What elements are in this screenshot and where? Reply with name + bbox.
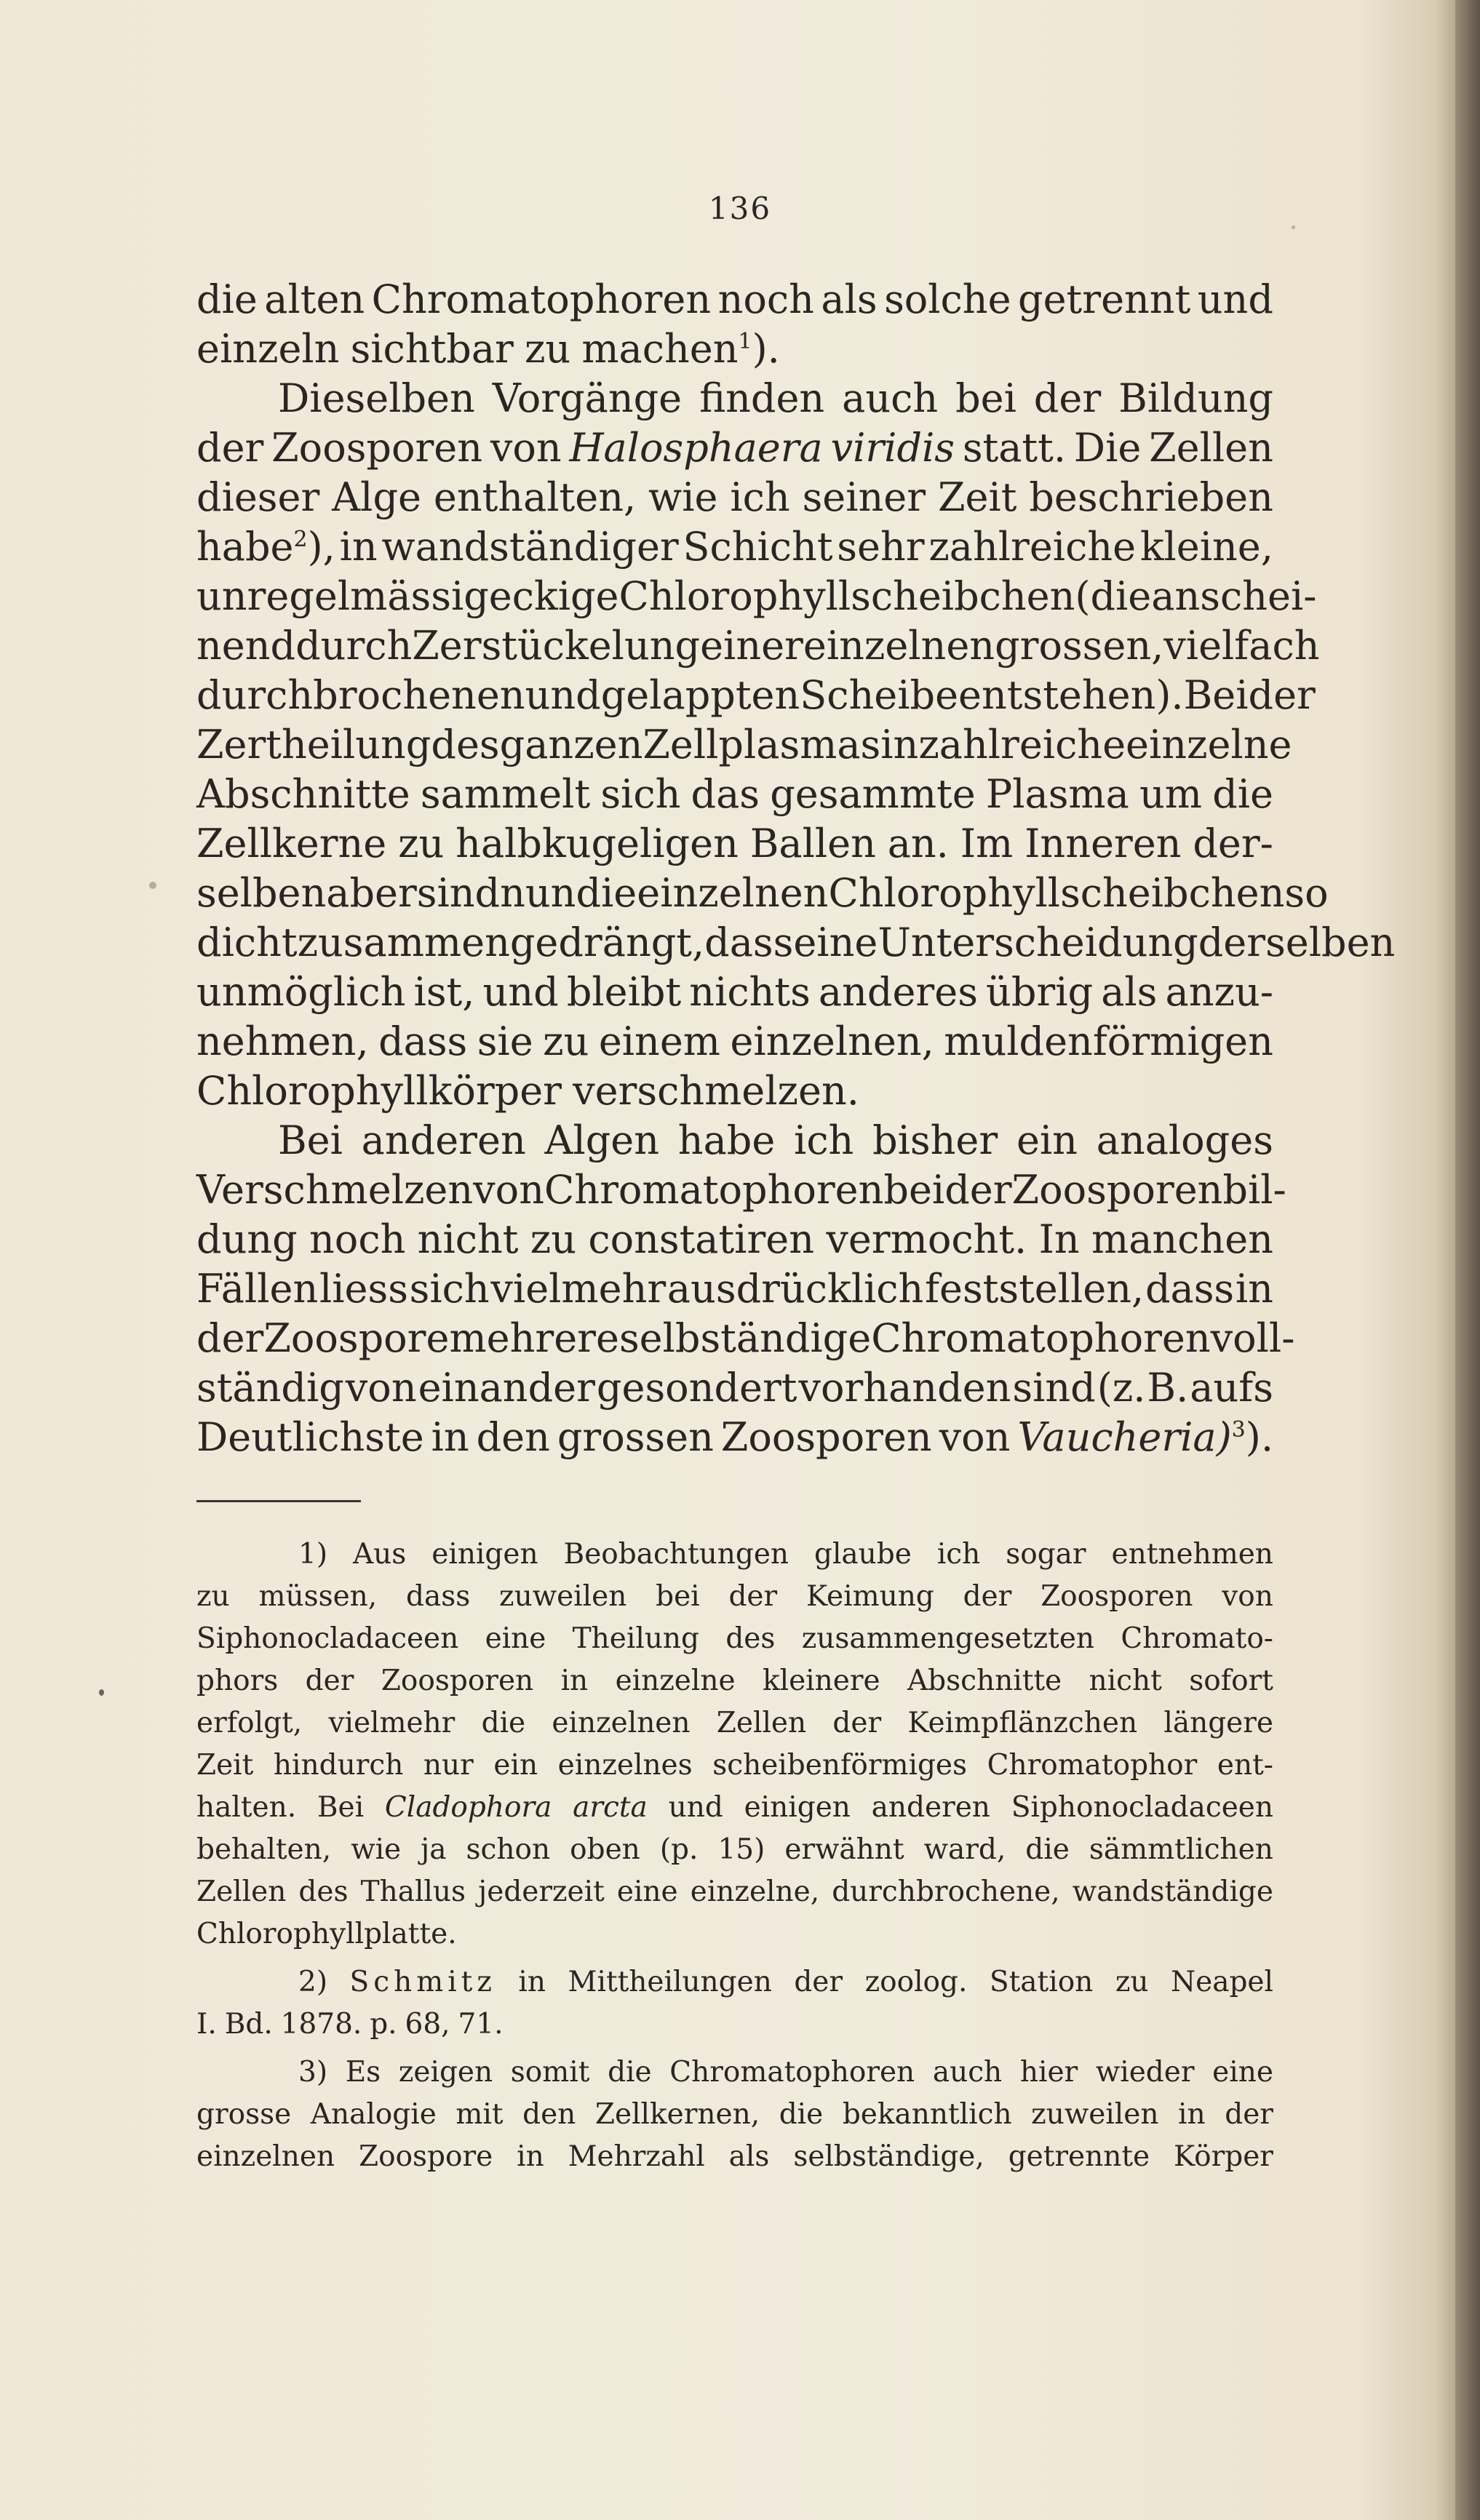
page-number: 136 [708,191,772,226]
footnote-line: I. Bd. 1878. p. 68, 71. [196,2008,504,2041]
footnote-line: Zeit hindurch nur ein einzelnes scheibenförmiges Chromatophor ent- [196,1749,1273,1782]
footnotes [196,1534,1273,2178]
footnote-line: 1) Aus einigen Beobachtungen glaube ich sogar entnehmen [298,1538,1273,1571]
footnote-line: Chlorophyllplatte. [196,1918,457,1950]
text-line: der Zoosporen von Halosphaera viridis statt. Die Zellen [196,425,1273,471]
text-line: nend durch Zerstückelung einer einzelnen grossen, vielfach [196,623,1320,669]
text-line: Abschnitte sammelt sich das gesammte Plasma um die [196,771,1273,817]
footnote-rule [196,1500,361,1502]
text-line: durchbrochenen und gelappten Scheibe entstehen). Bei der [196,672,1316,718]
text-line: unmöglich ist, und bleibt nichts anderes übrig als anzu- [196,969,1273,1015]
footnote-line: Siphonocladaceen eine Theilung des zusammengesetzten Chromato- [196,1622,1273,1655]
text-line: habe$^2$), in wandständiger Schicht sehr zahlreiche kleine, [196,524,1273,570]
footnote-line: einzelnen Zoospore in Mehrzahl als selbständige, getrennte Körper [196,2140,1273,2173]
text-line: der Zoospore mehrere selbständige Chromatophoren voll- [196,1315,1295,1361]
text-line: dicht zusammengedrängt, dass eine Unterscheidung derselben [196,920,1396,965]
text-line: nehmen, dass sie zu einem einzelnen, muldenförmigen [196,1018,1273,1064]
text-line: Bei anderen Algen habe ich bisher ein analoges [278,1117,1273,1163]
text-line: Zellkerne zu halbkugeligen Ballen an. Im Inneren der- [196,821,1273,866]
paper-speck [149,882,156,889]
text-line: Chlorophyllkörper verschmelzen. [196,1068,859,1114]
text-line: dung noch nicht zu constatiren vermocht. In manchen [196,1216,1273,1262]
footnote-line: 3) Es zeigen somit die Chromatophoren auch hier wieder eine [298,2056,1273,2089]
text-line: einzeln sichtbar zu machen$^1$). [196,326,780,372]
text-line: Zertheilung des ganzen Zellplasmas in zahlreiche einzelne [196,722,1292,767]
text-line: dieser Alge enthalten, wie ich seiner Zeit beschrieben [196,474,1273,520]
footnote-line: 2) Schmitz in Mittheilungen der zoolog. Station zu Neapel [298,1966,1273,1998]
footnote-line: grosse Analogie mit den Zellkernen, die bekanntlich zuweilen in der [196,2098,1273,2131]
text-line: unregelmässig eckige Chlorophyllscheibchen (die anschei- [196,573,1317,619]
footnote-line: erfolgt, vielmehr die einzelnen Zellen der Keimpflänzchen längere [196,1707,1273,1739]
page-edge [1455,0,1480,2520]
text-line: Dieselben Vorgänge finden auch bei der Bildung [278,375,1273,421]
footnote-line: halten. Bei Cladophora arcta und einigen anderen Siphonocladaceen [196,1791,1273,1824]
footnote-line: phors der Zoosporen in einzelne kleinere Abschnitte nicht sofort [196,1664,1273,1697]
text-line: Verschmelzen von Chromatophoren bei der Zoosporenbil- [196,1167,1286,1213]
text-line: selben aber sind nun die einzelnen Chlorophyllscheibchen so [196,870,1329,916]
paper-speck [99,1689,104,1696]
footnote-line: zu müssen, dass zuweilen bei der Keimung der Zoosporen von [196,1580,1273,1613]
footnote-line: behalten, wie ja schon oben (p. 15) erwähnt ward, die sämmtlichen [196,1833,1273,1866]
text-line: Fällen liess sich vielmehr ausdrücklich feststellen, dass in [196,1266,1273,1312]
text-line: die alten Chromatophoren noch als solche getrennt und [196,276,1273,322]
footnote-line: Zellen des Thallus jederzeit eine einzelne, durchbrochene, wandständige [196,1875,1273,1908]
text-line: ständig von einander gesondert vorhanden sind (z. B. aufs [196,1365,1273,1411]
main-text [196,275,1396,1462]
text-line: Deutlichste in den grossen Zoosporen von Vaucheria)$^3$). [196,1414,1273,1460]
